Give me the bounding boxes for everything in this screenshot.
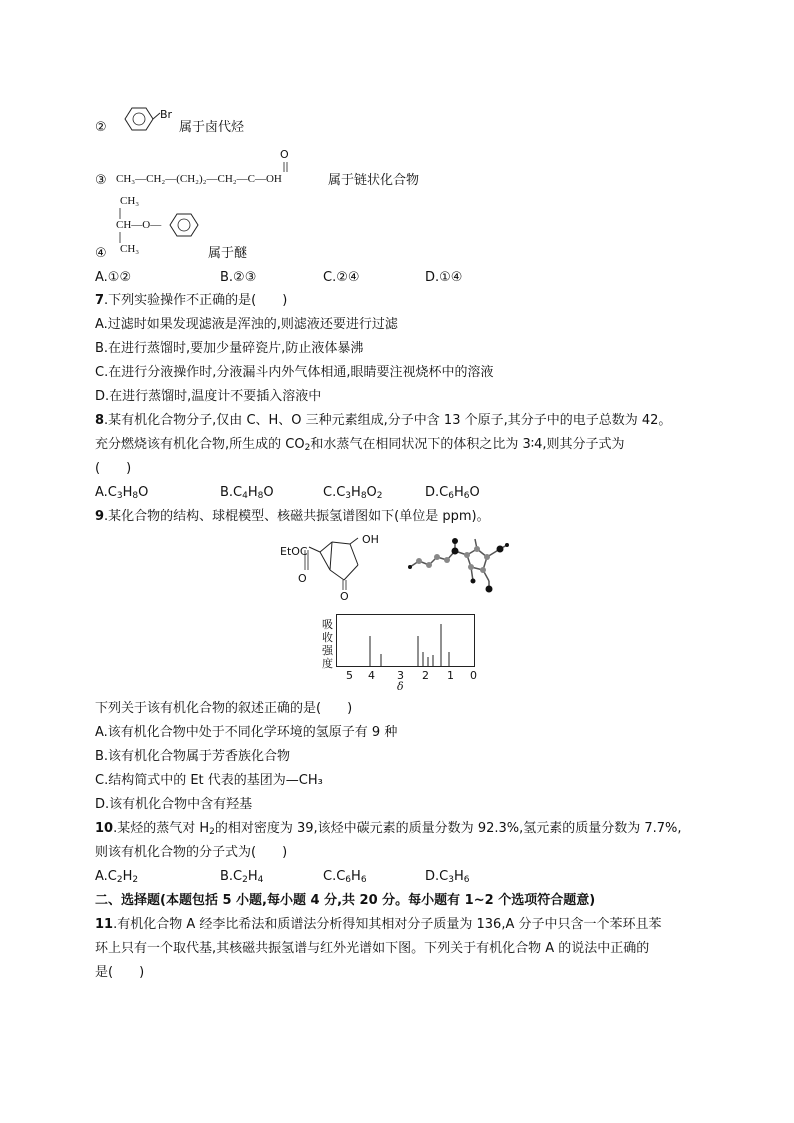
item-4-ch-o: CH—O— [116,219,162,231]
q10-option-a: $A.C_2H_2$ [95,869,139,885]
nmr-tick-5: 5 [346,669,353,682]
q9-ball-stick-model [405,535,515,595]
q9-option-b: B.该有机化合物属于芳香族化合物 [95,749,291,764]
item-4-number: ④ [95,246,107,261]
q9-struct-eto: EtOC [280,545,308,558]
nmr-ylabel-3: 强 [322,644,333,657]
q9-option-c: C.结构简式中的 Et 代表的基团为—CH₃ [95,773,323,788]
item-4-label: 属于醚 [208,246,248,261]
q7-option-b: B.在进行蒸馏时,要加少量碎瓷片,防止液体暴沸 [95,341,364,356]
q9-stem: 9.某化合物的结构、球棍模型、核磁共振氢谱图如下(单位是 ppm)。 [95,509,490,524]
item-4-ch3-bottom: CH₃ [120,243,140,255]
nmr-ylabel-1: 吸 [322,618,333,631]
item-3-formula: CH₃—CH₂—(CH₂)₂—CH₂—C—OH [116,173,282,185]
item-2-number: ② [95,120,107,135]
q6-option-a: A.①② [95,270,132,285]
q7-option-a: A.过滤时如果发现滤液是浑浊的,则滤液还要进行过滤 [95,317,398,332]
nmr-ylabel-4: 度 [322,657,333,670]
q8-option-c: $C.C_3H_8O_2$ [323,485,383,501]
q8-stem-line1: 8.某有机化合物分子,仅由 C、H、O 三种元素组成,分子中含 13 个原子,其分子中的电子总数为 42。 [95,413,672,428]
nmr-tick-4: 4 [368,669,375,682]
q10-option-c: $C.C_6H_6$ [323,869,367,885]
carbonyl-double-bond [282,162,290,174]
item-3-carbonyl-o: O [280,148,289,161]
q8-option-b: $B.C_4H_8O$ [220,485,274,501]
item-3-number: ③ [95,173,107,188]
q8-stem-line2: 充分燃烧该有机化合物,所生成的 $CO_2$和水蒸气在相同状况下的体积之比为 3∶4,则其分子式为 [95,437,625,453]
nmr-spectrum-plot [336,614,476,668]
item-2-label: 属于卤代烃 [179,120,245,135]
q6-option-b: B.②③ [220,270,257,285]
q11-stem-line2: 环上只有一个取代基,其核磁共振氢谱与红外光谱如下图。下列关于有机化合物 A 的说法中正确的 [95,941,650,956]
nmr-ylabel-2: 收 [322,631,333,644]
q7-stem: 7.下列实验操作不正确的是( ) [95,293,288,308]
q8-option-d: $D.C_6H_6O$ [425,485,480,501]
section-2-heading: 二、选择题(本题包括 5 小题,每小题 4 分,共 20 分。每小题有 1~2 个选项符合题意) [95,893,596,908]
q9-option-a: A.该有机化合物中处于不同化学环境的氢原子有 9 种 [95,725,398,740]
q9-skeletal-structure [300,530,390,600]
bromine-label: Br [160,108,173,121]
q10-stem-line2: 则该有机化合物的分子式为( ) [95,845,288,860]
q9-struct-oh: OH [362,533,379,546]
q6-option-d: D.①④ [425,270,463,285]
nmr-tick-0: 0 [470,669,477,682]
item-4-ch3-top: CH₃ [120,195,140,207]
q10-option-b: $B.C_2H_4$ [220,869,264,885]
q7-option-c: C.在进行分液操作时,分液漏斗内外气体相通,眼睛要注视烧杯中的溶液 [95,365,494,380]
q9-struct-o: O [298,572,307,585]
q9-question: 下列关于该有机化合物的叙述正确的是( ) [95,701,353,716]
q9-struct-o2: O [340,590,349,603]
q11-stem-line1: 11.有机化合物 A 经李比希法和质谱法分析得知其相对分子质量为 136,A 分子中只含一个苯环且苯 [95,917,662,932]
q11-stem-line3: 是( ) [95,965,145,980]
q7-option-d: D.在进行蒸馏时,温度计不要插入溶液中 [95,389,322,404]
nmr-xlabel: δ [397,680,404,693]
nmr-tick-3: 3 [397,669,404,682]
item-3-label: 属于链状化合物 [328,173,420,188]
nmr-tick-2: 2 [422,669,429,682]
nmr-tick-1: 1 [447,669,454,682]
item-4-benzene-ring [166,210,206,242]
q8-stem-line3: ( ) [95,461,132,476]
q6-option-c: C.②④ [323,270,360,285]
q8-option-a: $A.C_3H_8O$ [95,485,149,501]
q10-option-d: $D.C_3H_6$ [425,869,470,885]
q10-stem-line1: 10.某烃的蒸气对 $H_2$的相对密度为 39,该烃中碳元素的质量分数为 92.3%,氢元素的质量分数为 7.7%, [95,821,682,837]
q9-option-d: D.该有机化合物中含有羟基 [95,797,253,812]
